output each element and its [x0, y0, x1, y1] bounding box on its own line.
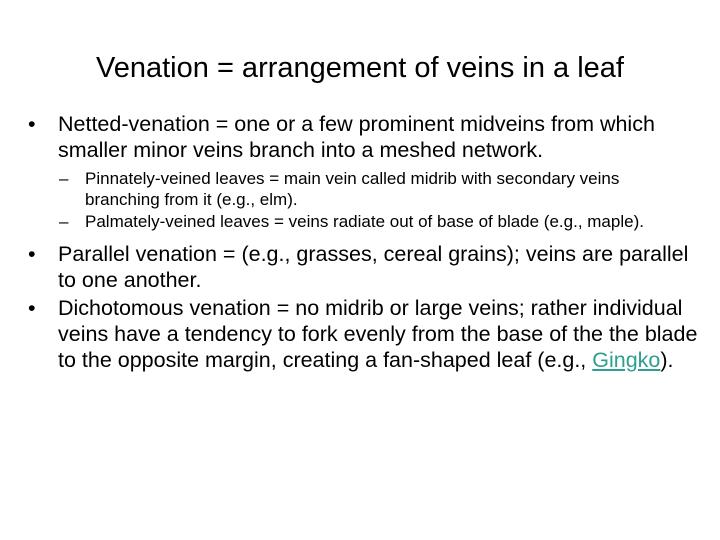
gingko-link[interactable]: Gingko [592, 347, 661, 372]
bullet-text: Netted-venation = one or a few prominent midveins from which smaller minor veins branch into a meshed network. [58, 112, 655, 162]
bullet-dichotomous-venation [28, 295, 698, 373]
bullet-marker: • [28, 112, 36, 136]
sub-bullet-marker: – [59, 169, 69, 188]
sub-bullet-palmately-veined [59, 212, 698, 233]
slide-title: Venation = arrangement of veins in a leaf [96, 52, 624, 84]
sub-bullet-text: Pinnately-veined leaves = main vein called midrib with secondary veins branching from it (e.g., elm). [85, 169, 620, 209]
bullet-text-after-link: ). [660, 347, 674, 372]
sub-bullet-marker: – [59, 212, 69, 231]
bullet-list [28, 111, 698, 373]
sub-bullet-list [59, 169, 698, 233]
bullet-text-before-link: Dichotomous venation = no midrib or large veins; rather individual veins have a tendency to fork evenly from the base of the the blade to the opposite margin, creating a fan-shaped leaf (e.g., [58, 295, 698, 372]
bullet-marker: • [28, 241, 36, 266]
bullet-marker: • [28, 295, 36, 320]
bullet-text: Parallel venation = (e.g., grasses, cereal grains); veins are parallel to one another. [58, 241, 689, 292]
sub-bullet-text: Palmately-veined leaves = veins radiate out of base of blade (e.g., maple). [85, 212, 644, 231]
sub-bullet-pinnately-veined [59, 169, 698, 210]
bullet-parallel-venation [28, 241, 698, 293]
bullet-netted-venation [28, 111, 698, 163]
